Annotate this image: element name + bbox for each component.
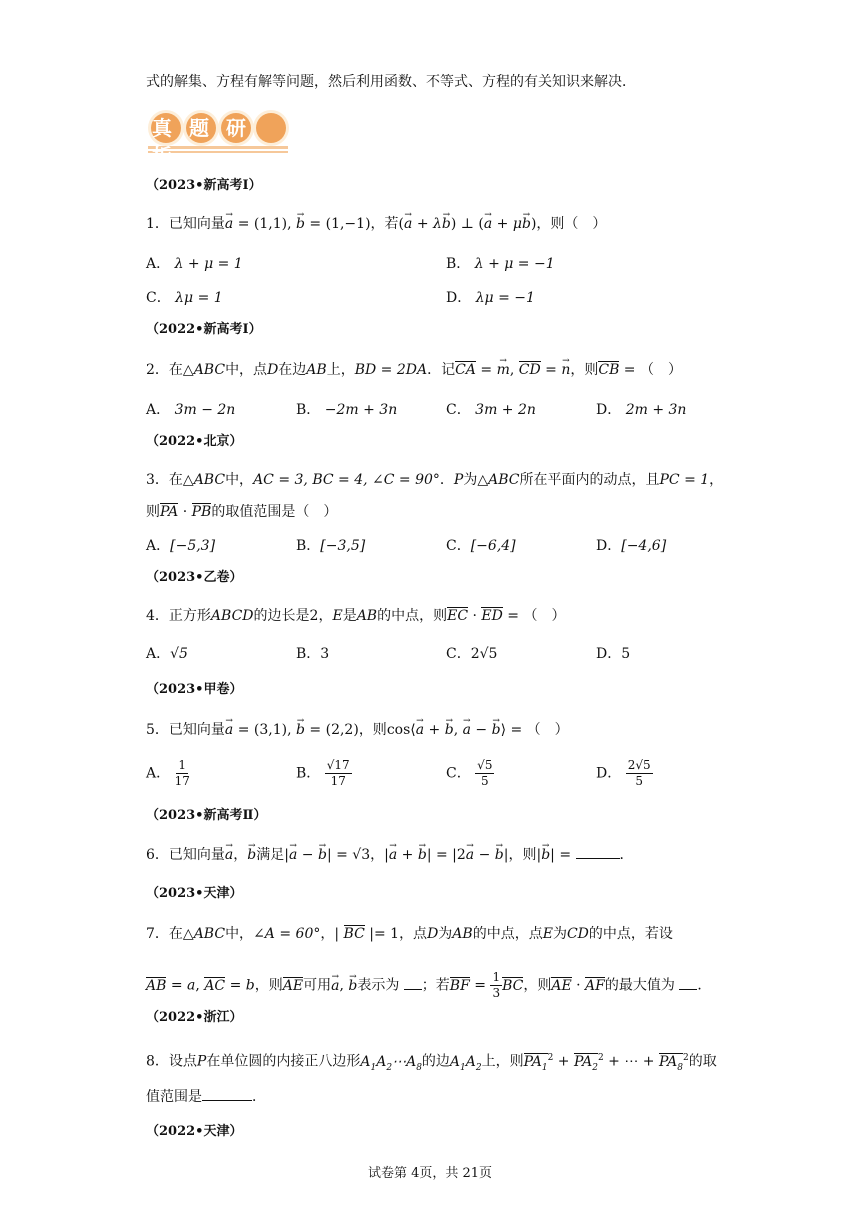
q4-option-d[interactable]: D．5 [596, 646, 631, 662]
q2-option-b[interactable]: B． −2m + 3n [296, 402, 398, 418]
banner-text: 真题研析 [152, 116, 263, 168]
q5-source: （2023•甲卷） [146, 682, 243, 697]
q4-option-c[interactable]: C．2√5 [446, 646, 498, 662]
q2-option-a[interactable]: A． 3m − 2n [146, 402, 236, 418]
q5-option-b[interactable]: B． $\frac{√17}{17}$ [296, 758, 350, 788]
q4-stem: 4．正方形ABCD的边长是2，E是AB的中点，则EC · ED = （ ） [146, 608, 566, 624]
q4-option-b[interactable]: B．3 [296, 646, 330, 662]
q4-source: （2023•乙卷） [146, 570, 243, 585]
q1-option-b[interactable]: B． λ + μ = −1 [446, 256, 555, 272]
q5-option-c[interactable]: C． $\frac{√5}{5}$ [446, 758, 493, 788]
q3-option-c[interactable]: C．[−6,4] [446, 538, 516, 554]
q5-stem: 5．已知向量a → = (3,1), b → = (2,2)，则cos⟨a → + b →, a → − b →⟩ = （ ） [146, 720, 569, 740]
q9-source: （2022•天津） [146, 1124, 243, 1139]
q4-option-a[interactable]: A．√5 [146, 646, 188, 662]
q3-option-a[interactable]: A．[−5,3] [146, 538, 216, 554]
q3-stem-line1: 3．在△ABC中，AC = 3, BC = 4, ∠C = 90°．P为△ABC所在平面内的动点，且PC = 1， [146, 472, 724, 488]
q3-stem-line2: 则PA · PB的取值范围是（ ） [146, 504, 338, 520]
q7-stem-line2: AB = a, AC = b，则AE可用a →, b →表示为 ；若BF = $\frac{1}{3}$ BC，则AE · AF的最大值为 ． [146, 970, 711, 1001]
q2-option-d[interactable]: D． 2m + 3n [596, 402, 687, 418]
q1-option-a[interactable]: A． λ + μ = 1 [146, 256, 243, 272]
q3-option-b[interactable]: B．[−3,5] [296, 538, 366, 554]
q1-option-d[interactable]: D． λμ = −1 [446, 290, 535, 306]
q5-option-d[interactable]: D． $\frac{2√5}{5}$ [596, 758, 651, 788]
q7-stem-line1: 7．在△ABC中，∠A = 60°，| BC |= 1，点D为AB的中点，点E为CD的中点，若设 [146, 926, 673, 942]
q8-stem-line1: 8．设点P在单位圆的内接正八边形$A_1A_2\cdots A_8$的边$A_1A_2$上，则$PA_1^2 + PA_2^2$ + ⋯ + $PA_8^2$的取 [146, 1048, 717, 1077]
q1-stem: 1．已知向量a → = (1,1), b → = (1,−1)，若(a → + λb →) ⊥ (a → + μb →)，则（ ） [146, 214, 606, 234]
q7-source: （2023•天津） [146, 886, 243, 901]
q2-source: （2022•新高考Ⅰ） [146, 322, 262, 337]
q2-option-c[interactable]: C． 3m + 2n [446, 402, 536, 418]
q8-source: （2022•浙江） [146, 1010, 243, 1025]
q5-option-a[interactable]: A． $\frac{1}{17}$ [146, 758, 190, 788]
q6-source: （2023•新高考Ⅱ） [146, 808, 267, 823]
q8-answer-blank[interactable] [202, 1086, 252, 1101]
q2-stem: 2．在△ABC中，点D在边AB上，BD = 2DA．记CA = m →, CD = n →，则CB = （ ） [146, 360, 682, 380]
q3-option-d[interactable]: D．[−4,6] [596, 538, 667, 554]
q7-answer-blank-1[interactable] [404, 975, 422, 990]
q3-source: （2022•北京） [146, 434, 243, 449]
q1-option-c[interactable]: C． λμ = 1 [146, 290, 223, 306]
q7-answer-blank-2[interactable] [679, 975, 697, 990]
section-banner-logo [146, 110, 292, 168]
q1-source: （2023•新高考Ⅰ） [146, 178, 262, 193]
q6-answer-blank[interactable] [576, 844, 620, 859]
page-footer: 试卷第 4页，共 21页 [367, 1166, 493, 1181]
intro-text: 式的解集、方程有解等问题，然后利用函数、不等式、方程的有关知识来解决． [146, 74, 636, 90]
q8-stem-line2: 值范围是 ． [146, 1086, 266, 1107]
q6-stem: 6．已知向量a →，b →满足|a → − b →| = √3，|a → + b →| = |2a → − b →|，则|b →| = ． [146, 844, 634, 865]
